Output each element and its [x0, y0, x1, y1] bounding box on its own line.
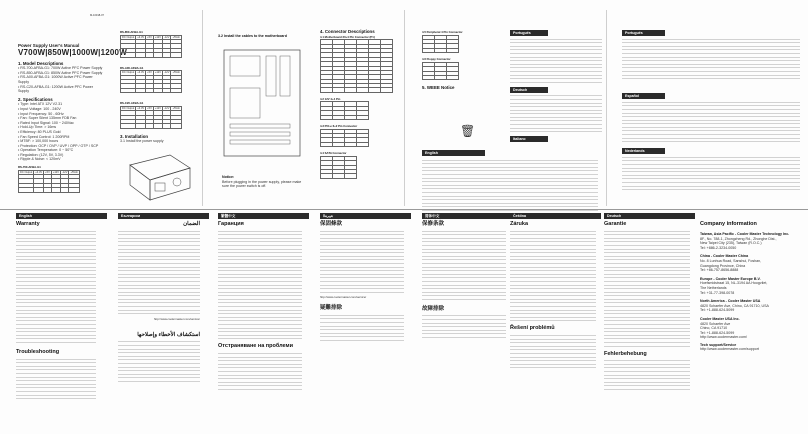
pin-cell — [357, 142, 369, 146]
table-cell: -12V — [163, 106, 170, 110]
pin-cell — [447, 75, 459, 79]
table-cell: DC Output — [122, 71, 135, 75]
table-cell — [171, 88, 181, 92]
language-bar: 简体中文 — [422, 213, 513, 219]
company-line: 8F., No. 788-1, Zhongzheng Rd., Zhonghe Dist., — [700, 236, 777, 241]
table-cell — [121, 88, 136, 92]
company-line: Guangdong Province, China — [700, 263, 746, 268]
table-cell: DC Output — [20, 170, 33, 174]
manual-subtitle: Power Supply User's Manual — [18, 42, 80, 48]
pin-cell — [345, 174, 357, 178]
section-specifications: 2. Specifications — [18, 96, 53, 102]
company-name: Cooler Master USA Inc. — [700, 316, 740, 321]
manual-panel-connectors — [320, 30, 400, 179]
company-line: Hoefsmidstraat 15, NL-3194 AA Hoogvliet, — [700, 281, 768, 286]
tech-support-url[interactable]: http://www.coolermaster.com/support — [700, 347, 759, 352]
table-cell — [136, 124, 146, 128]
lang-label-pt-right: Português — [622, 30, 665, 36]
table-cell: +12V — [154, 71, 161, 75]
manual-panel-specs — [18, 14, 127, 193]
manual-panel-tables — [120, 30, 198, 144]
table-cell: +5V — [147, 106, 152, 110]
lang-column-right — [622, 30, 800, 190]
company-line: Tel: +1-888-624-5099 — [700, 330, 735, 335]
company-line: Chino, CA 91710 — [700, 326, 728, 331]
table-cell — [34, 188, 44, 192]
manual-panel-install — [218, 34, 302, 39]
warranty-title: Warranty — [16, 221, 40, 227]
lang-label-it: Italiano — [510, 136, 548, 142]
lang-label-pt: Português — [510, 30, 548, 36]
pin-cell — [321, 142, 333, 146]
company-title: Company information — [700, 221, 757, 227]
table-cell — [69, 188, 79, 192]
company-line: The Netherlands — [700, 285, 727, 290]
table-cell: DC Output — [122, 35, 135, 39]
notice-text: Before plugging in the power supply, please make sure the power switch is off. — [222, 179, 302, 189]
table-cell: -12V — [163, 71, 170, 75]
spec-item: • Fan Speed Control: 1 200RPM — [18, 134, 70, 139]
spec-item: • Rated Input Signal: 100 ~ 240Vac — [18, 120, 74, 125]
table-cell: -12V — [61, 170, 68, 174]
arabic-troubleshooting-title: ﺍﺳﺘﻜﺸﺎﻑ ﺍﻷﺧﻄﺎﺀ ﻭﺇﺻﻼﺣﻬﺎ — [137, 331, 200, 338]
company-line: New Taipei City (235), Taiwan (R.O.C.) — [700, 241, 762, 246]
model-item: • RS-A00-AFBA-G1: 1000W Active PFC Power Supply — [18, 75, 93, 84]
table-cell — [19, 188, 34, 192]
weee-bin-icon: 🗑 — [460, 124, 476, 138]
pin-cell — [423, 75, 435, 79]
bg-warranty-title: Гаранция — [218, 221, 244, 227]
table-heading: RS-850-AFBA-G1 — [120, 30, 143, 34]
company-line: No. 8 Lunhua Road, Sanshui, Foshan, — [700, 258, 762, 263]
table-cell: +5Vsb — [172, 35, 180, 39]
notice-block — [222, 175, 304, 189]
spec-item: • Efficiency: 80 PLUS Gold — [18, 129, 61, 134]
table-cell — [136, 53, 146, 57]
english-label: English — [422, 150, 485, 156]
table-cell — [60, 188, 68, 192]
arabic-warranty-title: ﺍﻟﻀﻤﺎﻥ — [183, 221, 200, 227]
spec-item: • Operation Temperature: 0 ~ 50°C — [18, 148, 74, 153]
spec-item: • Ripple & Noise: < 120mV — [18, 157, 61, 162]
company-line: Tel: +86-757-8656-8888 — [700, 268, 739, 273]
pin-cell — [333, 115, 345, 119]
language-bar: Български — [118, 213, 209, 219]
table-cell — [162, 124, 170, 128]
spec-list — [18, 102, 104, 162]
manual-title: V700W|850W|1000W|1200W — [18, 47, 127, 57]
col-bulgarian — [218, 221, 302, 390]
table-cell: +5V — [45, 170, 50, 174]
spec-item: • Protection: OCP / OVP / UVP / OPP / OTP / SCP — [18, 143, 99, 148]
manual-panel-weee — [422, 30, 502, 91]
table-heading: RS-C20-AFBA-G1 — [120, 101, 144, 106]
language-bar: ﺔﻴﺑﺮﻌﻟﺍ — [320, 213, 411, 219]
pin-cell — [321, 174, 333, 178]
table-cell — [153, 88, 162, 92]
connector-floppy: 4.6 Floppy Connector — [422, 57, 451, 62]
company-name: Europe - Cooler Master Europe B.V. — [700, 276, 761, 281]
table-cell: +12V — [52, 170, 59, 174]
lang-label-de: Deutsch — [510, 87, 548, 93]
table-cell: +5Vsb — [172, 106, 180, 110]
language-bar: 繁體中文 — [218, 213, 309, 219]
company-info — [700, 221, 804, 352]
tw-troubleshooting-title: 疑難排除 — [320, 305, 343, 312]
table-cell — [44, 188, 52, 192]
table-heading: RS-700-AFBA-G1 — [18, 165, 41, 170]
pin-cell — [333, 174, 345, 178]
pin-cell — [357, 88, 369, 92]
tech-support-title: Tech support/Service — [700, 342, 737, 347]
table-cell: +3.3V — [137, 106, 145, 110]
spec-item: • Hold-Up Time: > 16ms — [18, 125, 57, 130]
spec-item: • Regulation: (12V, 5V, 3.3V) — [18, 152, 64, 157]
pin-cell — [333, 142, 345, 146]
table-cell: +5V — [147, 35, 152, 39]
table-cell: +3.3V — [137, 71, 145, 75]
cn-troubleshooting-title: 故障排除 — [422, 305, 445, 312]
table-cell — [171, 53, 181, 57]
spec-item: • MTBF: > 100,000 hours — [18, 139, 59, 144]
table-cell: -12V — [163, 35, 170, 39]
table-cell — [153, 53, 162, 57]
table-cell: +3.3V — [137, 35, 145, 39]
troubleshooting-title: Troubleshooting — [16, 349, 60, 355]
connector-sata: 4.4 SATA Connector — [320, 151, 347, 156]
company-entry — [700, 232, 804, 250]
language-bar: English — [16, 213, 107, 219]
col-arabic — [118, 221, 200, 382]
col-english — [16, 221, 96, 399]
model-list — [18, 66, 104, 94]
language-bar: Čeština — [510, 213, 601, 219]
section-install-psu: 3.1 Install the power supply — [120, 139, 164, 144]
spec-item: • Fan: Super Silent 135mm FDB Fan — [18, 116, 77, 121]
table-cell — [146, 88, 154, 92]
company-entry — [700, 277, 804, 295]
company-entry — [700, 317, 804, 340]
connector-peripheral: 4.5 Peripheral 4 Pin Connector — [422, 30, 463, 34]
spec-item: • Input Voltage: 100 - 240V — [18, 106, 61, 111]
arabic-url[interactable]: http://www.coolermaster.com/service/ — [153, 317, 200, 322]
col-zh-tw — [320, 221, 404, 341]
doc-code: M-10018-07 — [90, 14, 104, 17]
table-heading: RS-A00-AFBA-G1 — [120, 65, 144, 70]
pin-cell — [345, 88, 357, 92]
table-cell — [146, 124, 154, 128]
notice-title: Notice: — [222, 175, 235, 179]
cn-warranty-title: 保修条款 — [422, 221, 445, 227]
spec-item: • Input Frequency: 50 - 60Hz — [18, 111, 64, 116]
pin-cell — [321, 115, 333, 119]
company-line: Tel: +31-77-398-0078 — [700, 290, 735, 295]
pin-cell — [357, 115, 369, 119]
table-cell: DC Output — [122, 106, 135, 110]
pin-cell — [333, 88, 345, 92]
spec-table-1 — [18, 165, 104, 193]
model-item: • RS-C20-AFBA-G1: 1200W Active PFC Power Supply — [18, 84, 93, 94]
table-cell — [162, 53, 170, 57]
table-cell — [136, 88, 146, 92]
col-zh-cn — [422, 221, 506, 338]
company-line: Tel: +1-888-624-5099 — [700, 308, 735, 313]
pin-cell — [447, 48, 459, 52]
company-line: 4820 Schaefer Ave — [700, 321, 731, 326]
pin-cell — [423, 48, 435, 52]
table-cell: +3.3V — [35, 170, 43, 174]
pin-cell — [345, 142, 357, 146]
connector-pcie: 4.3 PCI-e 6+2 Pin Connector — [320, 124, 358, 129]
section-connectors: 4. Connector Descriptions — [320, 29, 375, 34]
pin-cell — [435, 75, 447, 79]
company-line: http://www.coolermaster.com/ — [700, 335, 747, 340]
col-german-de — [604, 221, 690, 390]
table-cell — [121, 53, 136, 57]
company-line: Tel: +886-2-3234-0050 — [700, 245, 737, 250]
connector-24pin: 4.1 Motherboard 20+4 Pin Connector (P1) — [320, 34, 375, 39]
company-line: 4820 Schaefer Ave, Chino, CA 91710, USA — [700, 303, 769, 308]
cz-warranty-title: Záruka — [510, 221, 529, 227]
table-cell: +5Vsb — [172, 71, 180, 75]
motherboard-illustration — [222, 48, 302, 160]
pin-cell — [321, 88, 333, 92]
table-cell — [121, 124, 136, 128]
lang-column-middle — [510, 30, 602, 142]
company-entry — [700, 254, 804, 272]
spec-item: • Type: Intel ATX 12V V2.31 — [18, 102, 63, 107]
pin-cell — [381, 88, 393, 92]
language-bar: Deutsch — [604, 213, 695, 219]
bg-troubleshooting-title: Отстраняване на проблеми — [218, 343, 293, 350]
model-item: • RS-850-AFBA-G1: 850W Active PFC Power Supply — [18, 70, 103, 75]
connector-12v: 4.2 12V 4+4 Pin — [320, 96, 341, 101]
cz-troubleshooting-title: Řešení problémů — [510, 325, 555, 332]
table-cell: +5Vsb — [70, 170, 78, 174]
english-block — [422, 150, 598, 215]
company-name: North America - Cooler Master USA — [700, 299, 761, 304]
table-cell — [162, 88, 170, 92]
table-cell: +12V — [154, 106, 161, 110]
de-troubleshooting-title: Fehlerbehebung — [604, 350, 647, 357]
table-cell: +5V — [147, 71, 152, 75]
lang-label-nl: Nederlands — [622, 148, 665, 154]
section-model-descriptions: 1. Model Descriptions — [18, 60, 64, 66]
company-entry — [700, 299, 804, 313]
table-cell — [146, 53, 154, 57]
section-weee: 5. WEEE Notice — [422, 85, 455, 91]
table-cell — [51, 188, 60, 192]
section-install-cables: 3.2 Install the cables to the motherboard — [218, 34, 287, 38]
tw-url[interactable]: http://www.coolermaster.com/service/ — [320, 294, 367, 299]
lang-label-es: Español — [622, 93, 665, 99]
col-czech — [510, 221, 596, 368]
pin-cell — [435, 48, 447, 52]
model-item: • RS-700-AFBA-G1: 700W Active PFC Power Supply — [18, 66, 103, 71]
table-cell — [153, 124, 162, 128]
de-warranty-title: Garantie — [604, 221, 627, 227]
company-name: China - Cooler Master China — [700, 254, 749, 259]
company-name: Taiwan, Asia Pacific - Cooler Master Technology Inc. — [700, 232, 790, 236]
pin-cell — [369, 88, 381, 92]
table-cell — [171, 124, 181, 128]
pin-cell — [345, 115, 357, 119]
table-cell: +12V — [154, 35, 161, 39]
tw-warranty-title: 保固條款 — [320, 221, 343, 227]
section-installation: 3. Installation — [120, 133, 149, 139]
psu-install-illustration — [125, 150, 195, 205]
